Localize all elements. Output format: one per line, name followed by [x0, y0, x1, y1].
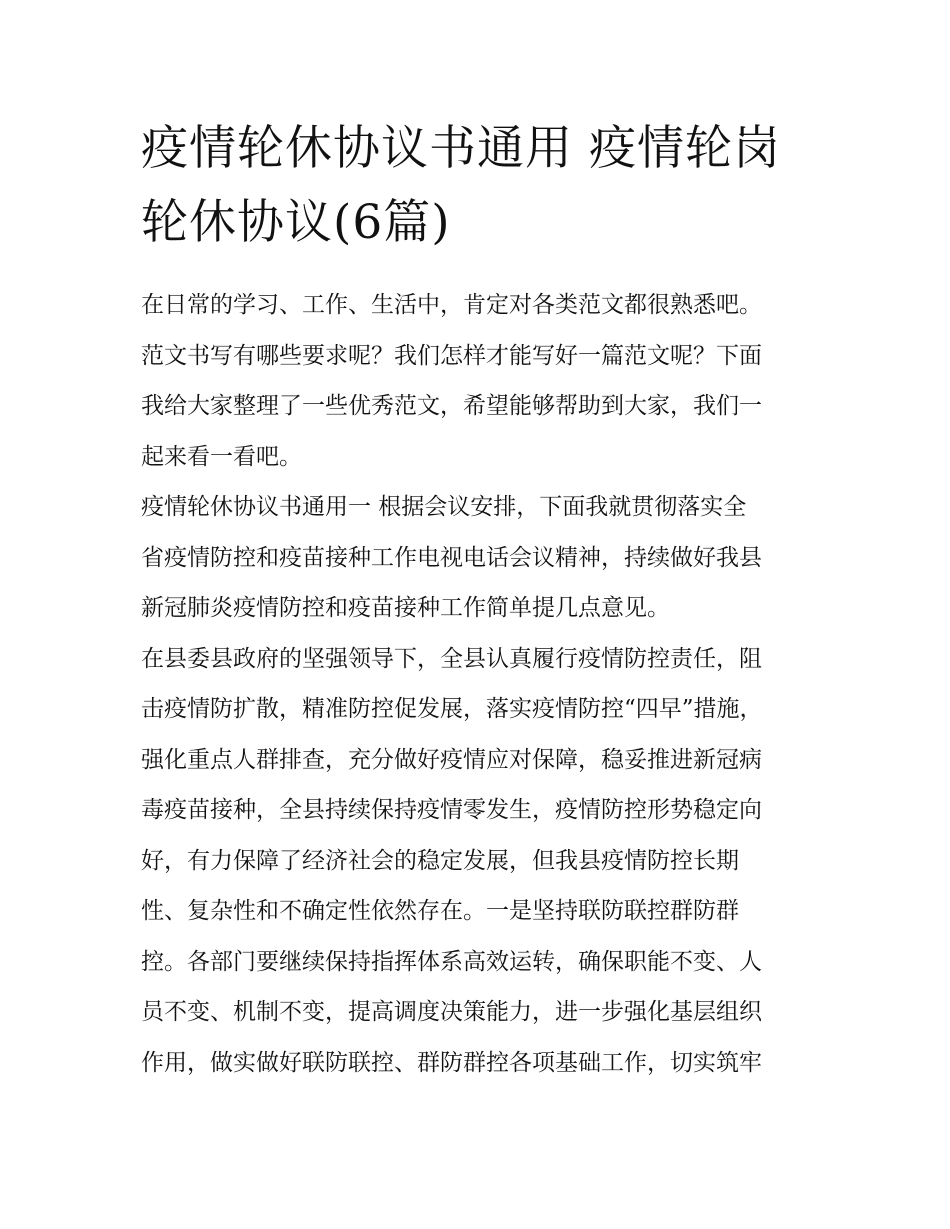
document-title-line: 疫情轮休协议书通用 疫情轮岗: [141, 121, 781, 176]
text-line: 作用，做实做好联防联控、群防群控各项基础工作，切实筑牢: [141, 1049, 762, 1076]
text-line: 新冠肺炎疫情防控和疫苗接种工作简单提几点意见。: [141, 595, 670, 621]
body-paragraph: [141, 634, 813, 1089]
intro-paragraph: [141, 280, 813, 482]
section-one-paragraph: [141, 482, 813, 634]
document-body: [141, 280, 813, 1088]
text-line: 性、复杂性和不确定性依然存在。一是坚持联防联控群防群: [141, 898, 739, 924]
text-line: 控。各部门要继续保持指挥体系高效运转，确保职能不变、人: [141, 948, 762, 975]
text-line: 在日常的学习、工作、生活中，肯定对各类范文都很熟悉吧。: [141, 292, 762, 318]
text-line: 强化重点人群排查，充分做好疫情应对保障，稳妥推进新冠病: [141, 746, 762, 773]
text-line: 击疫情防扩散，精准防控促发展，落实疫情防控“四早”措施，: [141, 696, 763, 722]
text-line: 员不变、机制不变，提高调度决策能力，进一步强化基层组织: [141, 999, 762, 1025]
text-line: 我给大家整理了一些优秀范文，希望能够帮助到大家，我们一: [141, 393, 762, 419]
text-line: 疫情轮休协议书通用一 根据会议安排，下面我就贯彻落实全: [141, 494, 747, 520]
text-line: 毒疫苗接种，全县持续保持疫情零发生，疫情防控形势稳定向: [141, 797, 762, 823]
document-title-line: 轮休协议(6篇): [141, 195, 451, 250]
text-line: 起来看一看吧。: [141, 443, 302, 470]
text-line: 省疫情防控和疫苗接种工作电视电话会议精神，持续做好我县: [141, 544, 762, 571]
text-line: 范文书写有哪些要求呢？我们怎样才能写好一篇范文呢？下面: [141, 342, 762, 369]
document-content: [141, 112, 813, 1088]
text-line: 在县委县政府的坚强领导下，全县认真履行疫情防控责任，阻: [141, 645, 762, 672]
text-line: 好，有力保障了经济社会的稳定发展，但我县疫情防控长期: [141, 847, 739, 874]
document-title: [141, 112, 813, 260]
